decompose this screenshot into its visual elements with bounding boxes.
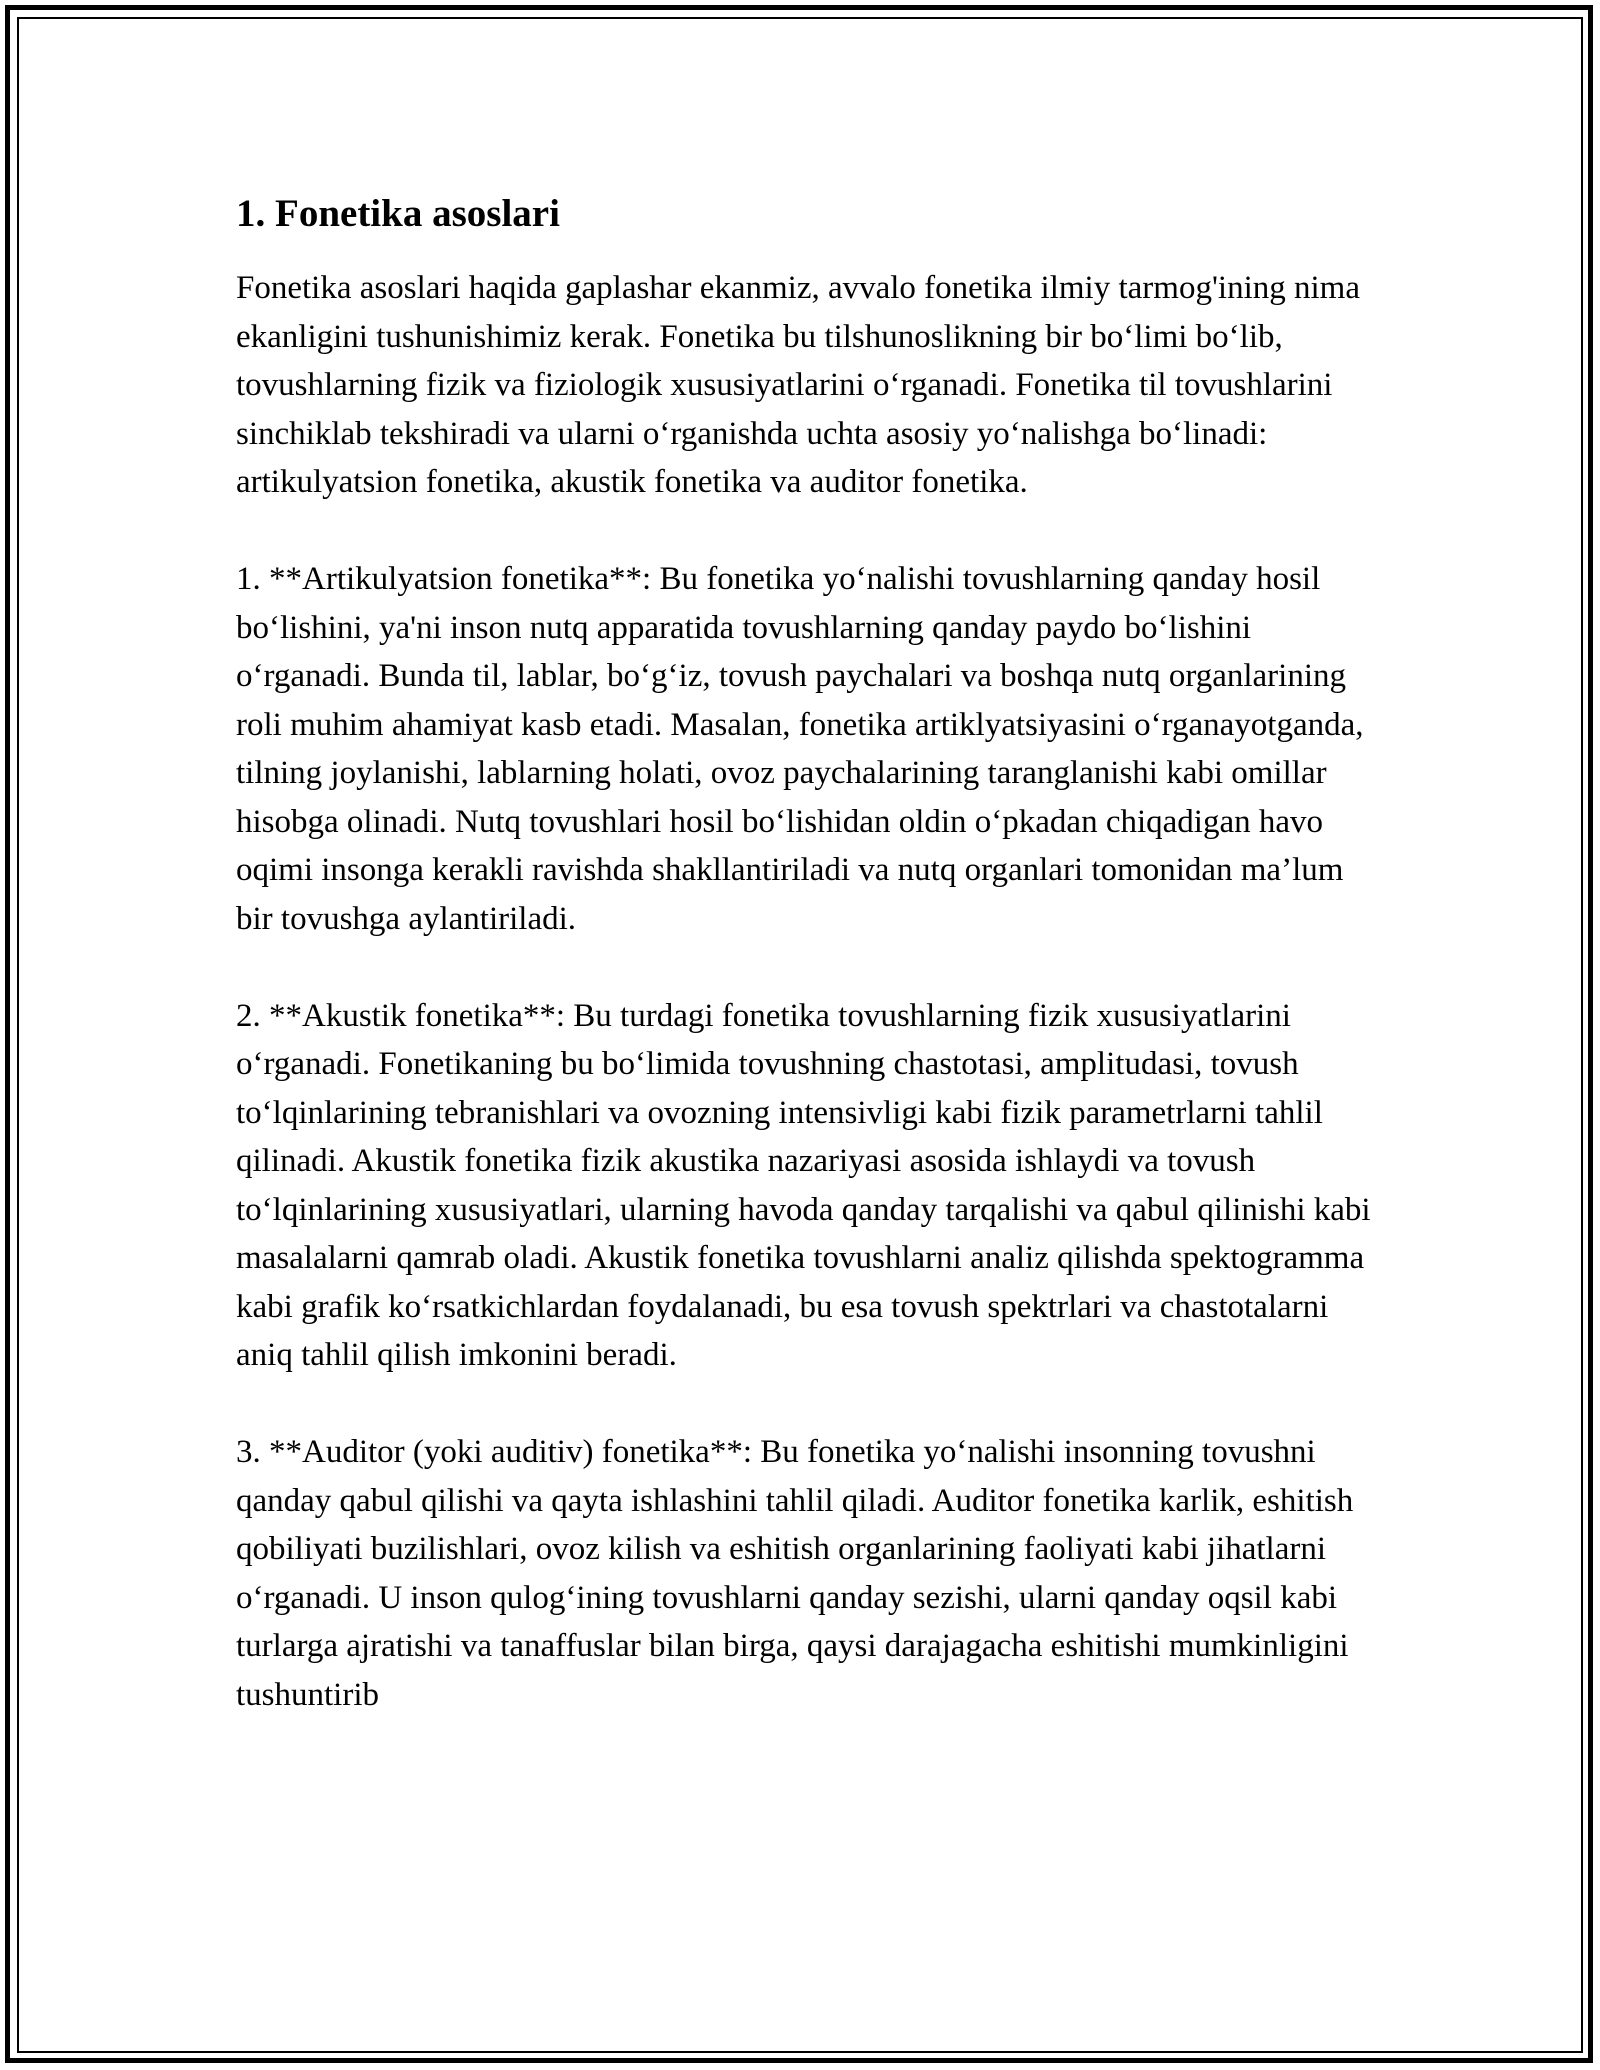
document-body <box>236 188 1376 1719</box>
section-heading: 1. Fonetika asoslari <box>236 192 560 235</box>
paragraph-auditory: 3. **Auditor (yoki auditiv) fonetika**: Bu fonetika yo‘nalishi insonning tovushni qanday qabul qilishi va qayta ishlashini tahlil qiladi. Auditor fonetika karlik, eshitish qobiliyati buzilishlari, ovoz kilish va eshitish organlarining faoliyati kabi jihatlarni o‘rganadi. U inson qulog‘ining tovushlarni qanday sezishi, ularni qanday oqsil kabi turlarga ajratishi va tanaffuslar bilan birga, qaysi darajagacha eshitishi mumkinligini tushuntirib <box>236 1434 1354 1713</box>
paragraph-intro: Fonetika asoslari haqida gaplashar ekanmiz, avvalo fonetika ilmiy tarmog'ining nima ekanligini tushunishimiz kerak. Fonetika bu tilshunoslikning bir bo‘limi bo‘lib, tovushlarning fizik va fiziologik xususiyatlarini o‘rganadi. Fonetika til tovushlarini sinchiklab tekshiradi va ularni o‘rganishda uchta asosiy yo‘nalishga bo‘linadi: artikulyatsion fonetika, akustik fonetika va auditor fonetika. <box>236 270 1360 500</box>
paragraph-articulatory: 1. **Artikulyatsion fonetika**: Bu fonetika yo‘nalishi tovushlarning qanday hosil bo‘lishini, ya'ni inson nutq apparatida tovushlarning qanday paydo bo‘lishini o‘rganadi. Bunda til, lablar, bo‘g‘iz, tovush paychalari va boshqa nutq organlarining roli muhim ahamiyat kasb etadi. Masalan, fonetika artiklyatsiyasini o‘rganayotganda, tilning joylanishi, lablarning holati, ovoz paychalarining taranglanishi kabi omillar hisobga olinadi. Nutq tovushlari hosil bo‘lishidan oldin o‘pkadan chiqadigan havo oqimi insonga kerakli ravishda shakllantiriladi va nutq organlari tomonidan ma’lum bir tovushga aylantiriladi. <box>236 561 1364 937</box>
paragraph-acoustic: 2. **Akustik fonetika**: Bu turdagi fonetika tovushlarning fizik xususiyatlarini o‘rganadi. Fonetikaning bu bo‘limida tovushning chastotasi, amplitudasi, tovush to‘lqinlarining tebranishlari va ovozning intensivligi kabi fizik parametrlarni tahlil qilinadi. Akustik fonetika fizik akustika nazariyasi asosida ishlaydi va tovush to‘lqinlarining xususiyatlari, ularning havoda qanday tarqalishi va qabul qilinishi kabi masalalarni qamrab oladi. Akustik fonetika tovushlarni analiz qilishda spektogramma kabi grafik ko‘rsatkichlardan foydalanadi, bu esa tovush spektrlari va chastotalarni aniq tahlil qilish imkonini beradi. <box>236 997 1371 1373</box>
